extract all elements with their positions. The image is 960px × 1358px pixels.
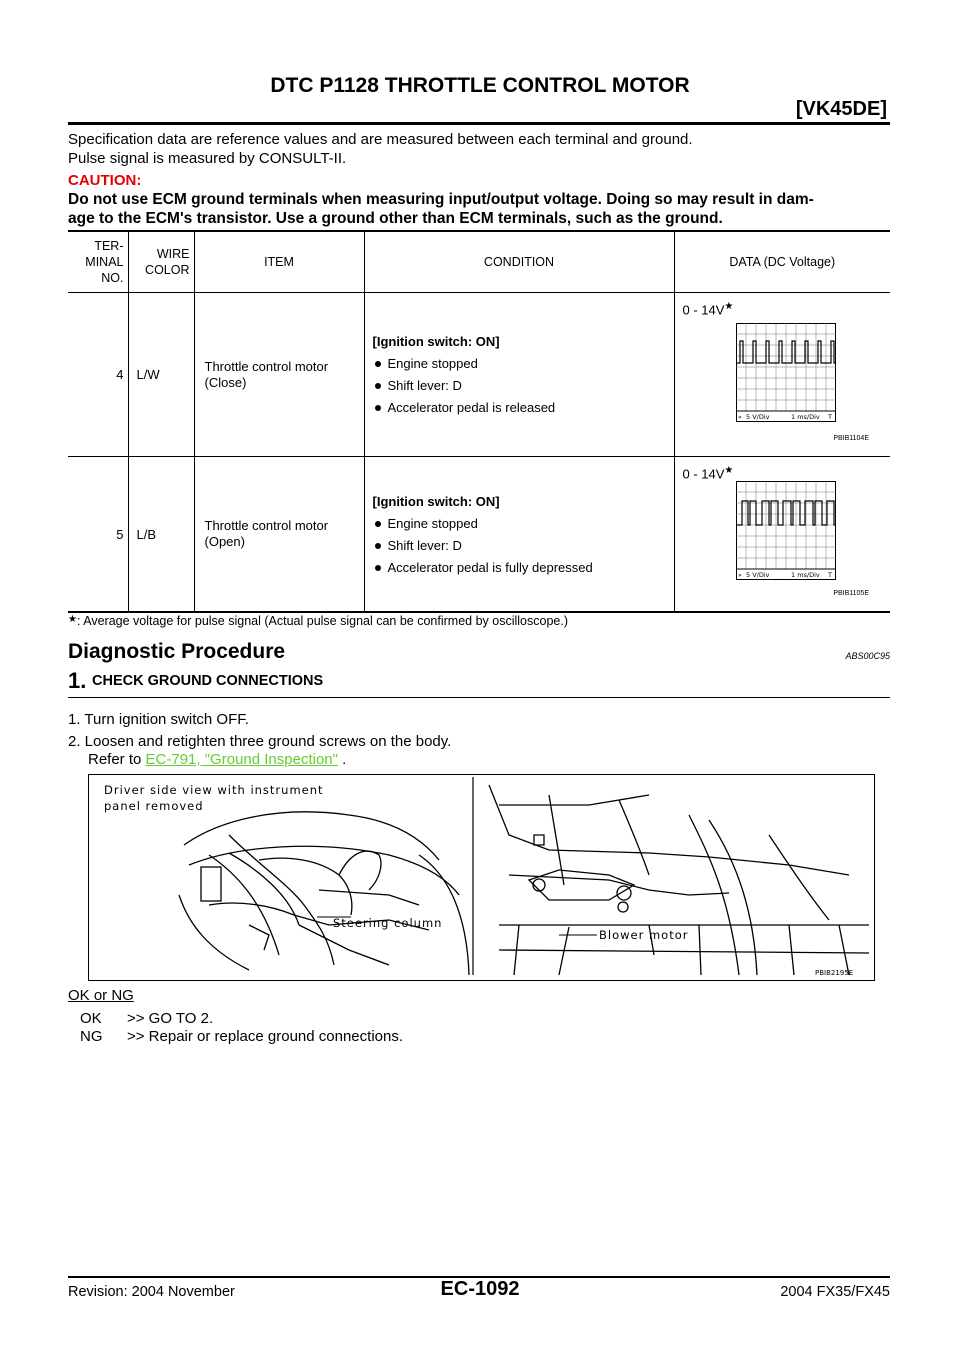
caution-line-2: age to the ECM's transistor. Use a ground other than ECM terminals, such as the ground. bbox=[68, 210, 723, 227]
svg-text:T: T bbox=[827, 413, 832, 421]
svg-text:1 ms/Div: 1 ms/Div bbox=[790, 413, 820, 421]
svg-text:»: » bbox=[737, 572, 742, 579]
item-cell: Throttle control motor (Open) bbox=[194, 457, 364, 613]
table-row bbox=[68, 457, 890, 613]
page-number: EC-1092 bbox=[440, 1278, 520, 1300]
footer-model: 2004 FX35/FX45 bbox=[780, 1284, 890, 1300]
caution-label: CAUTION: bbox=[68, 172, 142, 189]
data-value: 0 - 14V bbox=[682, 466, 725, 482]
bullet-icon bbox=[375, 565, 381, 571]
table-row bbox=[68, 293, 890, 457]
header-condition: CONDITION bbox=[364, 231, 674, 293]
section-code: ABS00C95 bbox=[845, 651, 890, 661]
section-title: Diagnostic Procedure bbox=[68, 640, 286, 663]
figure-illustration bbox=[89, 775, 873, 979]
step-rule bbox=[68, 697, 890, 698]
step-title: CHECK GROUND CONNECTIONS bbox=[92, 673, 324, 689]
ground-screws-figure bbox=[88, 774, 875, 981]
header-wire-color: WIRE COLOR bbox=[128, 231, 194, 293]
waveform-code: PBIB1105E bbox=[833, 590, 869, 597]
wire-color: L/B bbox=[128, 457, 194, 613]
ok-result: >> GO TO 2. bbox=[127, 1010, 214, 1027]
engine-subtitle: [VK45DE] bbox=[795, 98, 887, 120]
terminal-number: 5 bbox=[68, 457, 128, 613]
intro-line-1: Specification data are reference values and are measured between each terminal and ground. bbox=[68, 131, 693, 148]
header-data: DATA (DC Voltage) bbox=[674, 231, 890, 293]
caution-text bbox=[68, 190, 898, 228]
data-cell bbox=[674, 293, 890, 457]
data-value: 0 - 14V bbox=[682, 302, 725, 318]
caution-line-1: Do not use ECM ground terminals when measuring input/output voltage. Doing so may result in dam- bbox=[68, 191, 814, 208]
step-item-2: 2. Loosen and retighten three ground screws on the body. bbox=[68, 733, 452, 750]
waveform-code: PBIB1104E bbox=[833, 435, 869, 442]
svg-text:5 V/Div: 5 V/Div bbox=[745, 413, 769, 421]
svg-text:1 ms/Div: 1 ms/Div bbox=[790, 571, 820, 579]
footer-revision: Revision: 2004 November bbox=[68, 1284, 235, 1300]
header-terminal: TER- MINAL NO. bbox=[68, 231, 128, 293]
step-number: 1. bbox=[68, 668, 87, 693]
item-cell: Throttle control motor (Close) bbox=[194, 293, 364, 457]
svg-text:panel removed: panel removed bbox=[104, 799, 204, 813]
ng-result: >> Repair or replace ground connections. bbox=[127, 1028, 404, 1045]
star-icon: ★ bbox=[68, 614, 77, 625]
condition-cell: [Ignition switch: ON] Engine stopped Shift lever: D Accelerator pedal is released bbox=[364, 293, 674, 457]
bullet-icon bbox=[375, 361, 381, 367]
header-rule bbox=[68, 122, 890, 125]
oscilloscope-waveform-open bbox=[736, 481, 836, 589]
star-icon: ★ bbox=[724, 301, 734, 312]
svg-text:Steering column: Steering column bbox=[333, 916, 443, 930]
ok-or-ng-heading: OK or NG bbox=[68, 987, 134, 1004]
oscilloscope-waveform-close bbox=[736, 323, 836, 433]
svg-text:T: T bbox=[827, 571, 832, 579]
star-icon: ★ bbox=[724, 465, 734, 476]
svg-text:Driver side view with instrume: Driver side view with instrument bbox=[104, 783, 324, 797]
refer-line: Refer to EC-791, "Ground Inspection" . bbox=[88, 751, 347, 768]
step-item-1: 1. Turn ignition switch OFF. bbox=[68, 711, 249, 728]
bullet-icon bbox=[375, 383, 381, 389]
data-cell bbox=[674, 457, 890, 613]
svg-text:Blower motor: Blower motor bbox=[599, 928, 689, 942]
svg-text:5 V/Div: 5 V/Div bbox=[745, 571, 769, 579]
page-title: DTC P1128 THROTTLE CONTROL MOTOR bbox=[270, 74, 690, 97]
bullet-icon bbox=[375, 405, 381, 411]
bullet-icon bbox=[375, 543, 381, 549]
ng-key: NG bbox=[80, 1028, 103, 1045]
bullet-icon bbox=[375, 521, 381, 527]
ground-inspection-link[interactable]: EC-791, "Ground Inspection" bbox=[145, 751, 338, 768]
svg-text:»: » bbox=[737, 414, 742, 421]
terminal-number: 4 bbox=[68, 293, 128, 457]
ok-key: OK bbox=[80, 1010, 102, 1027]
condition-cell: [Ignition switch: ON] Engine stopped Shift lever: D Accelerator pedal is fully depressed bbox=[364, 457, 674, 613]
svg-text:PBIB2195E: PBIB2195E bbox=[815, 969, 854, 977]
intro-line-2: Pulse signal is measured by CONSULT-II. bbox=[68, 150, 347, 167]
header-item: ITEM bbox=[194, 231, 364, 293]
footnote: ★: Average voltage for pulse signal (Actual pulse signal can be confirmed by oscilloscope.) bbox=[68, 614, 568, 628]
table-header-row bbox=[68, 231, 890, 293]
terminal-spec-table bbox=[68, 230, 890, 613]
wire-color: L/W bbox=[128, 293, 194, 457]
